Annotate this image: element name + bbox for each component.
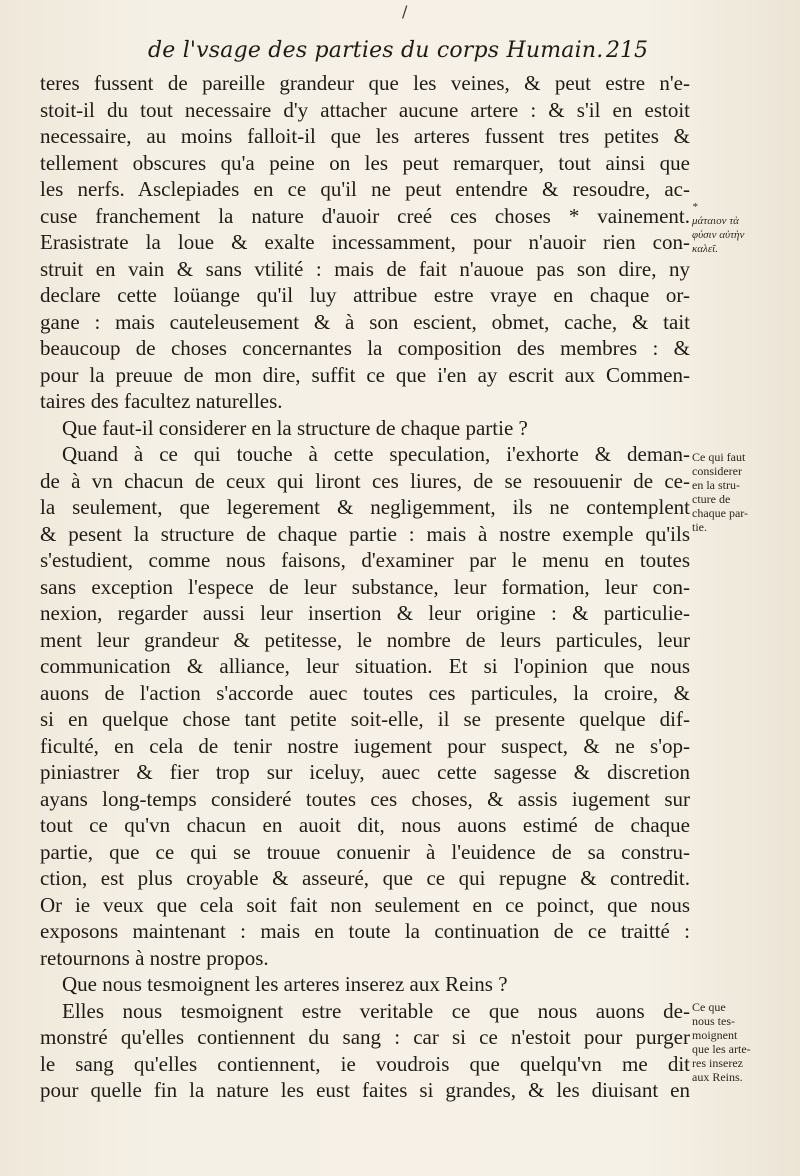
question-heading: Que faut-il considerer en la structure de chaque partie ?	[62, 415, 528, 440]
body-text	[40, 70, 690, 1104]
running-head-title: de l'vsage des parties du corps Humain.	[148, 38, 604, 63]
text-line: necessaire, au moins falloit-il que les arteres fussent tres petites &	[40, 124, 690, 148]
text-line: retournons à nostre propos.	[40, 945, 269, 970]
margin-note-line: aux Reins.	[692, 1070, 743, 1084]
text-line: pour quelle fin la nature les eust faites si grandes, & les diuisant en	[40, 1078, 690, 1102]
text-line: les nerfs. Asclepiades en ce qu'il ne peut entendre & resoudre, ac-	[40, 177, 690, 201]
text-line: stoit-il du tout necessaire d'y attacher aucune artere : & s'il en estoit	[40, 97, 690, 122]
text-line: ction, est plus croyable & asseuré, que ce qui repugne & contredit.	[40, 866, 690, 890]
text-line: ment leur grandeur & petitesse, le nombre de leurs particules, leur	[40, 627, 690, 652]
text-line: ayans long-temps consideré toutes ces choses, & assis iugement sur	[40, 786, 690, 811]
text-line: struit en vain & sans vtilité : mais de fait n'auoue pas son dire, ny	[40, 256, 690, 281]
margin-note-line: καλεῖ.	[692, 243, 718, 255]
text-line: pour la preuue de mon dire, suffit ce que i'en ay escrit aux Commen-	[40, 362, 690, 387]
text-line: beaucoup de choses concernantes la composition des membres : &	[40, 336, 690, 360]
text-line: s'estudient, comme nous faisons, d'examiner par le menu en toutes	[40, 548, 690, 572]
margin-note-line: Ce que	[692, 1000, 726, 1014]
margin-note-line: moignent	[692, 1028, 738, 1042]
margin-note-line: Ce qui faut	[692, 450, 746, 464]
margin-note-greek	[692, 200, 798, 256]
page-number: 215	[606, 38, 648, 63]
text-line: Erasistrate la loue & exalte incessamment, pour n'auoir rien con-	[40, 230, 690, 254]
text-line: si en quelque chose tant petite soit-elle, il se presente quelque dif-	[40, 707, 690, 731]
margin-note-structure	[692, 450, 798, 534]
margin-note-line: φύσιν αὐτὴν	[692, 229, 745, 241]
text-line: cuse franchement la nature d'auoir creé ces choses * vainement.	[40, 203, 690, 228]
margin-note-line: cture de	[692, 492, 731, 506]
margin-note-line: nous tes-	[692, 1014, 735, 1028]
text-line: gane : mais cauteleusement & à son escient, obmet, cache, & tait	[40, 309, 690, 334]
question-heading: Que nous tesmoignent les arteres inserez aux Reins ?	[62, 972, 508, 996]
margin-note-line: *	[692, 201, 698, 213]
margin-note-line: considerer	[692, 464, 742, 478]
margin-note-line: μάταιον τὰ	[692, 215, 739, 227]
text-line: le sang qu'elles contiennent, ie voudrois que quelqu'vn me dit	[40, 1051, 690, 1076]
margin-note-reins	[692, 1000, 798, 1084]
text-line: la seulement, que legerement & negligemment, ils ne contemplent	[40, 495, 690, 519]
text-line: Quand à ce qui touche à cette speculation, i'exhorte & deman-	[62, 442, 690, 466]
margin-note-line: chaque par-	[692, 506, 749, 520]
text-line: partie, que ce qui se trouue conuenir à l'euidence de sa constru-	[40, 839, 690, 864]
margin-note-line: res inserez	[692, 1056, 743, 1070]
text-line: tout ce qu'vn chacun en auoit dit, nous auons estimé de chaque	[40, 813, 690, 837]
margin-note-line: en la stru-	[692, 478, 740, 492]
text-line: & pesent la structure de chaque partie : mais à nostre exemple qu'ils	[40, 521, 690, 546]
text-line: taires des facultez naturelles.	[40, 389, 283, 413]
text-line: communication & alliance, leur situation. Et si l'opinion que nous	[40, 654, 690, 678]
text-line: nexion, regarder aussi leur insertion & leur origine : & particulie-	[40, 601, 690, 625]
margin-note-line: tie.	[692, 520, 707, 534]
text-line: ficulté, en cela de tenir nostre iugement pour suspect, & ne s'op-	[40, 733, 690, 758]
text-line: de à vn chacun de ceux qui liront ces liures, de se resouuenir de ce-	[40, 468, 690, 493]
page-tick-mark: /	[402, 2, 408, 21]
margin-note-line: que les arte-	[692, 1042, 751, 1056]
text-line: Or ie veux que cela soit fait non seulement en ce poinct, que nous	[40, 892, 690, 917]
text-line: declare cette loüange qu'il luy attribue estre vraye en chaque or-	[40, 283, 690, 307]
text-line: monstré qu'elles contiennent du sang : car si ce n'estoit pour purger	[40, 1025, 690, 1049]
text-line: exposons maintenant : mais en toute la continuation de ce traitté :	[40, 919, 690, 943]
text-line: piniastrer & fier trop sur iceluy, auec cette sagesse & discretion	[40, 760, 690, 784]
text-line: teres fussent de pareille grandeur que les veines, & peut estre n'e-	[40, 71, 690, 95]
running-head	[148, 34, 648, 66]
text-line: sans exception l'espece de leur substance, leur formation, leur con-	[40, 574, 690, 599]
text-line: Elles nous tesmoignent estre veritable ce que nous auons de-	[62, 998, 690, 1023]
text-line: auons de l'action s'accorde auec toutes ces particules, la croire, &	[40, 680, 690, 705]
text-line: tellement obscures qu'a peine on les peut remarquer, tout ainsi que	[40, 150, 690, 175]
